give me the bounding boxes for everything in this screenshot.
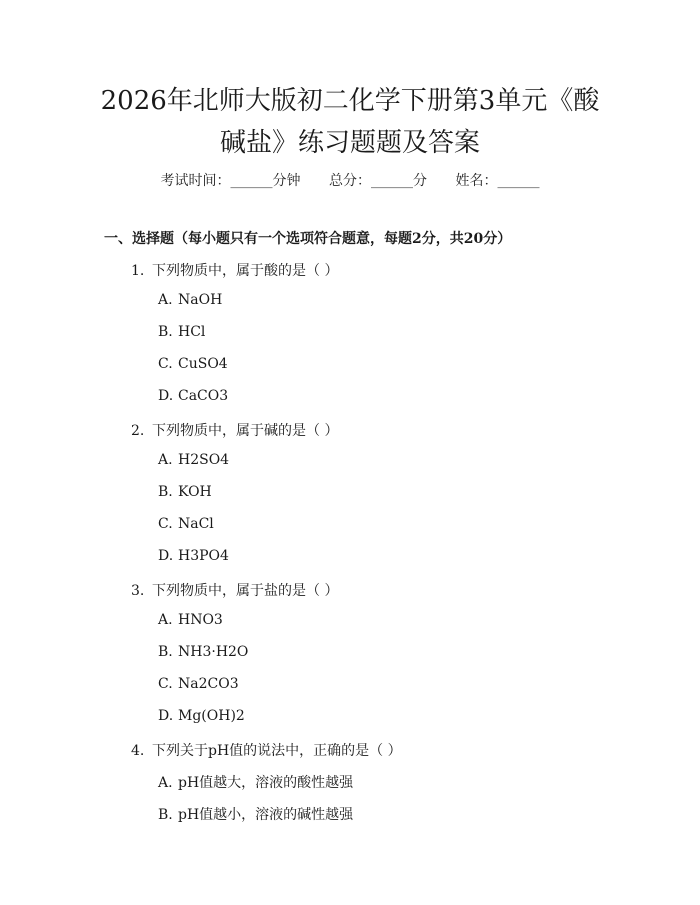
option-letter: B.: [158, 324, 173, 340]
option-letter: D.: [158, 708, 174, 724]
option-letter: A.: [158, 292, 173, 308]
option-3c: [158, 676, 239, 692]
option-letter: C.: [158, 676, 173, 692]
exam-time: 考试时间：______分钟: [160, 173, 301, 189]
question-number: 1.: [131, 263, 145, 279]
option-letter: D.: [158, 548, 174, 564]
option-letter: A.: [158, 612, 173, 628]
option-text: pH值越小，溶液的碱性越强: [178, 807, 354, 823]
option-2b: [158, 484, 212, 500]
option-text: HNO3: [178, 612, 223, 628]
option-text: pH值越大，溶液的酸性越强: [178, 775, 354, 791]
document-title: [60, 80, 640, 164]
exam-info: [0, 170, 700, 190]
option-3b: [158, 644, 248, 660]
option-text: H2SO4: [178, 452, 230, 468]
option-4a: [158, 772, 353, 792]
exam-score: 总分：______分: [329, 173, 427, 189]
question-text: 下列物质中，属于盐的是（ ）: [152, 583, 339, 599]
question-3: [131, 580, 338, 600]
option-1a: [158, 292, 222, 308]
option-letter: B.: [158, 484, 173, 500]
option-4b: [158, 804, 353, 824]
option-text: NH3·H2O: [178, 644, 249, 660]
option-letter: A.: [158, 775, 173, 791]
question-4: [131, 740, 402, 760]
section-heading: 一、选择题（每小题只有一个选项符合题意，每题2分，共20分）: [104, 231, 512, 247]
option-letter: C.: [158, 516, 173, 532]
option-letter: D.: [158, 388, 174, 404]
option-text: CuSO4: [178, 356, 228, 372]
student-name: 姓名：______: [455, 173, 540, 189]
title-line-1: 2026年北师大版初二化学下册第3单元《酸: [100, 86, 600, 116]
question-2: [131, 420, 338, 440]
question-text: 下列关于pH值的说法中，正确的是（ ）: [152, 743, 402, 759]
option-1b: [158, 324, 205, 340]
option-text: H3PO4: [178, 548, 229, 564]
option-2c: [158, 516, 214, 532]
title-line-2: 碱盐》练习题题及答案: [219, 128, 480, 158]
question-text: 下列物质中，属于碱的是（ ）: [152, 423, 339, 439]
option-3d: [158, 708, 245, 724]
option-2d: [158, 548, 229, 564]
option-letter: A.: [158, 452, 173, 468]
option-1d: [158, 388, 228, 404]
option-text: NaCl: [178, 516, 214, 532]
option-3a: [158, 612, 223, 628]
option-letter: B.: [158, 644, 173, 660]
question-number: 2.: [131, 423, 145, 439]
question-1: [131, 260, 338, 280]
question-number: 3.: [131, 583, 145, 599]
option-text: NaOH: [178, 292, 223, 308]
option-text: CaCO3: [178, 388, 229, 404]
option-letter: C.: [158, 356, 173, 372]
option-letter: B.: [158, 807, 173, 823]
option-1c: [158, 356, 228, 372]
question-text: 下列物质中，属于酸的是（ ）: [152, 263, 339, 279]
option-2a: [158, 452, 229, 468]
option-text: Na2CO3: [178, 676, 239, 692]
option-text: Mg(OH)2: [178, 708, 245, 724]
option-text: HCl: [178, 324, 206, 340]
question-number: 4.: [131, 743, 145, 759]
option-text: KOH: [178, 484, 212, 500]
